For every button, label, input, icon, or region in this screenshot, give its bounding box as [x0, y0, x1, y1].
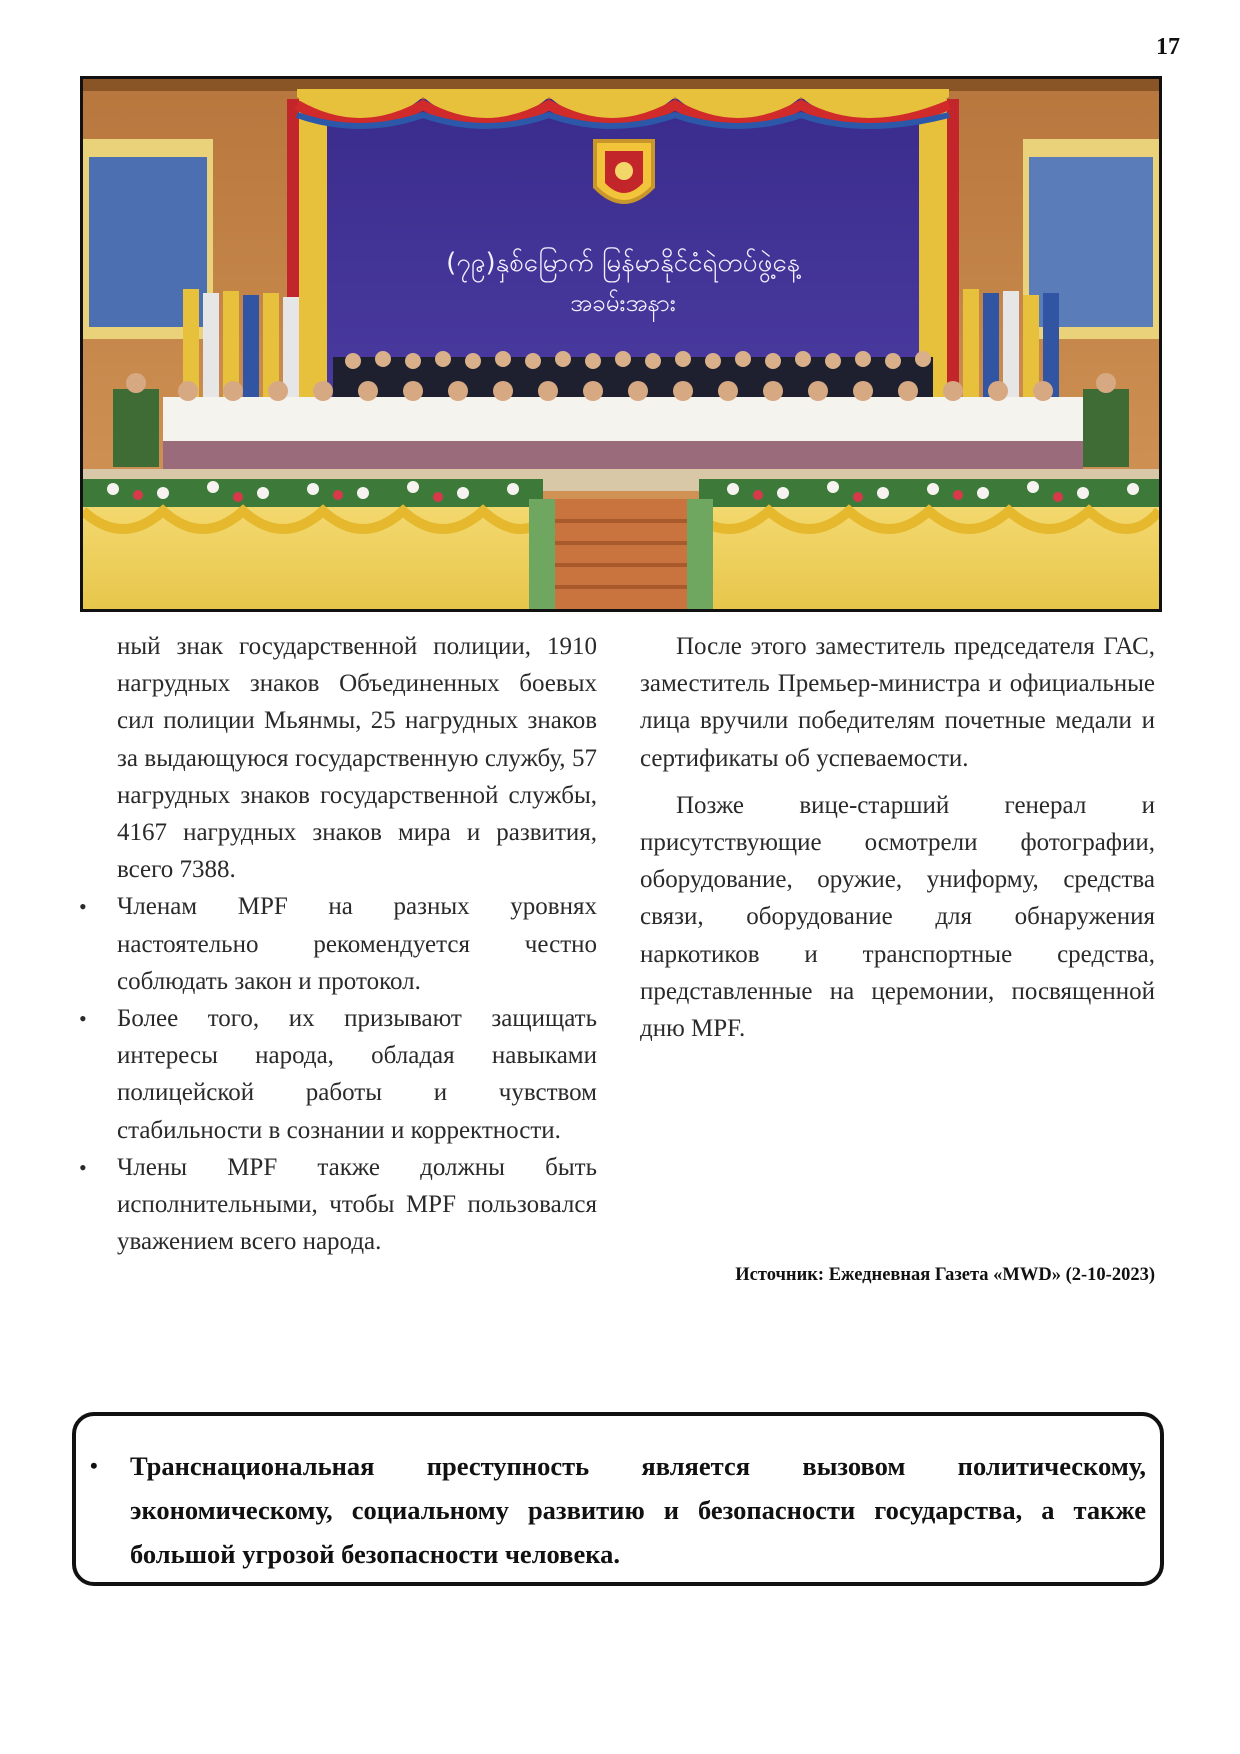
page-number: 17: [1156, 34, 1180, 60]
ceremony-photo-illustration: [83, 79, 1159, 609]
list-item: • Более того, их призывают защищать интересы народа, обладая навыками полицейской работы и чувством стабильности в сознании и корректности.: [117, 1000, 597, 1149]
list-item: • Членам MPF на разных уровнях настоятельно рекомендуется честно соблюдать закон и протокол.: [117, 888, 597, 1000]
callout-box: [72, 1412, 1164, 1586]
continuation-paragraph: ный знак государственной полиции, 1910 нагрудных знаков Объединенных боевых сил полиции Мьянмы, 25 нагрудных знаков за выдающуюся государственную службу, 57 нагрудных знаков государственной службы, 4167 нагрудных знаков мира и развития, всего 7388.: [117, 633, 597, 884]
paragraph: Позже вице-старший генерал и присутствующие осмотрели фотографии, оборудование, оружие, униформу, средства связи, оборудование для обнаружения наркотиков и транспортные средства, представленные на церемонии, посвященной дню MPF.: [640, 791, 1155, 1043]
left-column: [117, 628, 597, 1260]
source-citation: Источник: Ежедневная Газета «MWD» (2-10-2023): [735, 1265, 1155, 1285]
list-item: • Члены MPF также должны быть исполнительными, чтобы MPF пользовался уважением всего народа.: [117, 1149, 597, 1261]
banner-subtitle: အခမ်းအနား: [570, 289, 676, 317]
ceremony-photo: [80, 76, 1162, 612]
callout-text: • Транснациональная преступность является вызовом политическому, экономическому, социальному развитию и безопасности государства, а также большой угрозой безопасности человека.: [130, 1444, 1146, 1576]
banner-title: (၇၉)နှစ်မြောက် မြန်မာနိုင်ငံရဲတပ်ဖွဲ့နေ့: [446, 248, 800, 278]
right-column: [640, 628, 1155, 1047]
bullet-list: [117, 888, 597, 1260]
paragraph: После этого заместитель председателя ГАС, заместитель Премьер-министра и официальные лица вручили победителям почетные медали и сертификаты об успеваемости.: [640, 633, 1155, 772]
